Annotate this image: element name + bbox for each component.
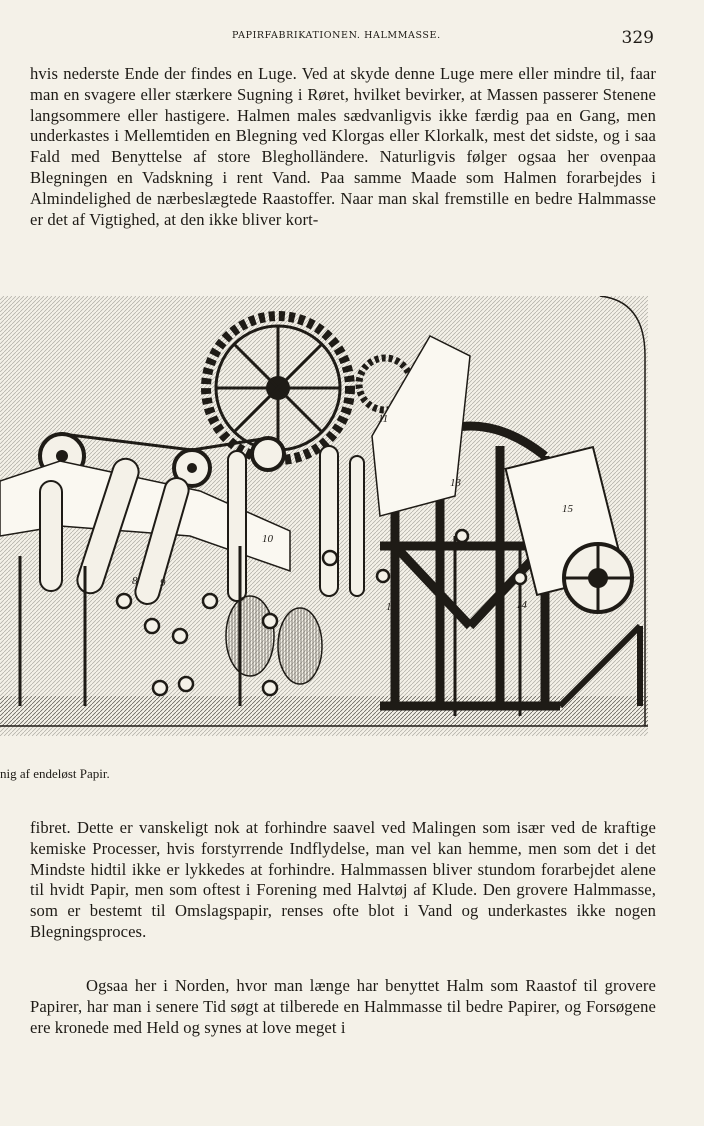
label-13: 13 [450,477,461,489]
label-8: 8 [132,575,138,587]
paragraph-middle: fibret. Dette er vanskeligt nok at forhindre saavel ved Malingen som især ved de kraftige kemiske Processer, hvis forstyrrende Indflydelse, man vel kan hemme, men som det i det Mindste hidtil ikke er lykkedes at forhindre. Halmmassen bliver stundom forarbejdet alene til hvidt Papir, men som oftest i Forening med Halvtøj af Klude. Den grovere Halmmasse, som er bestemt til Omslagspapir, renses ofte blot i Vand og underkastes ikke nogen Blegningsproces. [30,818,656,941]
label-12: 12 [386,601,397,613]
label-14: 14 [516,599,527,611]
running-head: PAPIRFABRIKATIONEN. HALMMASSE. [232,30,441,41]
page-number: 329 [621,28,654,48]
label-10: 10 [262,533,273,545]
label-9: 9 [160,577,166,589]
paper-machine-engraving [0,296,648,746]
paragraph-top: hvis nederste Ende der findes en Luge. Ved at skyde denne Luge mere eller mindre til, faar man en svagere eller stærkere Sugning i Røret, hvilket bevirker, at Massen passerer Stenene langsommere eller hastigere. Halmen males sædvanligvis ikke færdig paa en Gang, men underkastes i Mellemtiden en Blegning ved Klorgas eller Klorkalk, mest det sidste, og i saa Fald med Benyttelse af store Blegholländere. Naturligvis følger ogsaa her ovenpaa Blegningen en Vadskning i rent Vand. Paa samme Maade som Halmen forarbejdes i Almindelighed de nærbeslægtede Raastoffer. Naar man skal fremstille en bedre Halmmasse er det af Vigtighed, at den ikke bliver kort- [30,64,656,229]
figure-caption: nig af endeløst Papir. [0,766,110,781]
label-15: 15 [562,503,573,515]
paragraph-bottom: Ogsaa her i Norden, hvor man længe har benyttet Halm som Raastof til grovere Papirer, har man i senere Tid søgt at tilberede en Halmmasse til bedre Papirer, og Forsøgene ere kronede med Held og synes at love meget i [30,976,656,1037]
label-11: 11 [378,413,389,425]
